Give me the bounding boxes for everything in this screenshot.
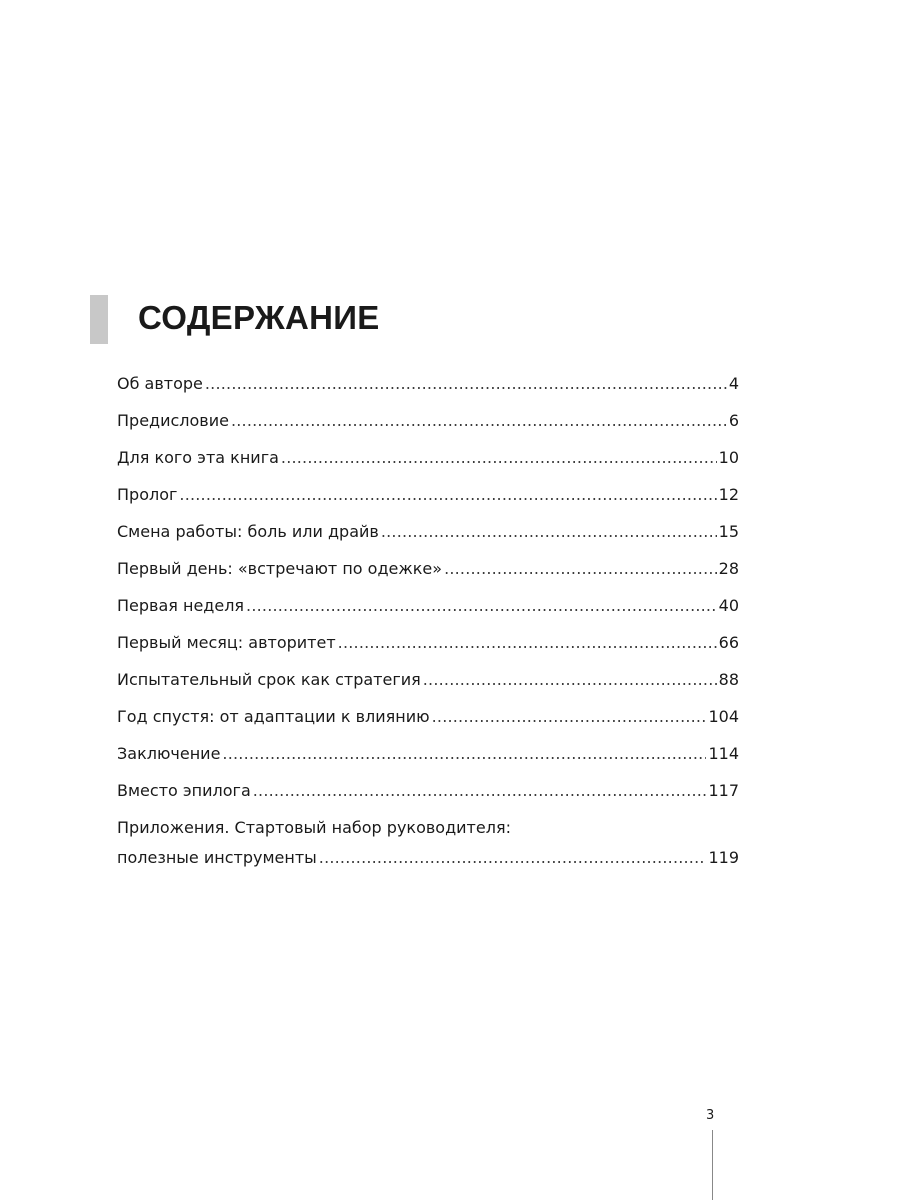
toc-entry-title: Год спустя: от адаптации к влиянию xyxy=(117,707,430,726)
dot-leader xyxy=(205,374,727,394)
toc-entry[interactable] xyxy=(117,781,739,818)
toc-entry-page: 6 xyxy=(728,411,739,430)
toc-entry[interactable] xyxy=(117,485,739,522)
dot-leader xyxy=(253,781,707,801)
toc-entry-page: 114 xyxy=(708,744,739,763)
toc-entry-title: Первый день: «встречают по одежке» xyxy=(117,559,443,578)
toc-entry[interactable] xyxy=(117,670,739,707)
toc-entry-title: Заключение xyxy=(117,744,221,763)
toc-entry[interactable] xyxy=(117,744,739,781)
dot-leader xyxy=(222,744,706,764)
toc-entry-title-line2: полезные инструменты xyxy=(117,848,317,867)
dot-leader xyxy=(246,596,717,616)
toc-entry-page: 4 xyxy=(728,374,739,393)
dot-leader xyxy=(179,485,716,505)
toc-entry-page: 104 xyxy=(708,707,739,726)
page-number: 3 xyxy=(706,1108,715,1123)
dot-leader xyxy=(444,559,717,579)
toc-entry[interactable] xyxy=(117,707,739,744)
toc-entry-title: Испытательный срок как стратегия xyxy=(117,670,421,689)
toc-entry-page: 88 xyxy=(718,670,739,689)
dot-leader xyxy=(319,848,707,868)
toc-entry-page: 40 xyxy=(718,596,739,615)
toc-entry[interactable] xyxy=(117,411,739,448)
page-number-rule xyxy=(712,1130,713,1200)
dot-leader xyxy=(423,670,717,690)
toc-entry-title: Об авторе xyxy=(117,374,203,393)
dot-leader xyxy=(432,707,707,727)
dot-leader xyxy=(281,448,717,468)
toc-entry[interactable] xyxy=(117,633,739,670)
toc-entry-title: Первый месяц: авторитет xyxy=(117,633,336,652)
toc-entry-page: 66 xyxy=(718,633,739,652)
toc-entry-page: 117 xyxy=(708,781,739,800)
dot-leader xyxy=(338,633,717,653)
heading-accent-bar xyxy=(90,295,108,344)
toc-entry-title-line1: Приложения. Стартовый набор руководителя: xyxy=(117,818,511,837)
toc-entry-page: 12 xyxy=(718,485,739,504)
page-title: СОДЕРЖАНИЕ xyxy=(138,299,380,336)
toc-entry-title: Первая неделя xyxy=(117,596,245,615)
toc-entry[interactable] xyxy=(117,559,739,596)
toc-entry-title: Предисловие xyxy=(117,411,229,430)
dot-leader xyxy=(381,522,717,542)
toc-entry-appendix[interactable] xyxy=(117,818,739,878)
toc-entry-page: 15 xyxy=(718,522,739,541)
toc-entry-page: 28 xyxy=(718,559,739,578)
toc-entry[interactable] xyxy=(117,522,739,559)
toc-entry-title: Вместо эпилога xyxy=(117,781,251,800)
table-of-contents xyxy=(117,374,739,878)
toc-entry-page: 119 xyxy=(708,848,739,867)
toc-entry[interactable] xyxy=(117,374,739,411)
toc-entry-page: 10 xyxy=(718,448,739,467)
dot-leader xyxy=(231,411,727,431)
toc-entry-title: Смена работы: боль или драйв xyxy=(117,522,379,541)
toc-entry[interactable] xyxy=(117,596,739,633)
toc-entry-title: Пролог xyxy=(117,485,178,504)
toc-entry[interactable] xyxy=(117,448,739,485)
toc-entry-title: Для кого эта книга xyxy=(117,448,279,467)
